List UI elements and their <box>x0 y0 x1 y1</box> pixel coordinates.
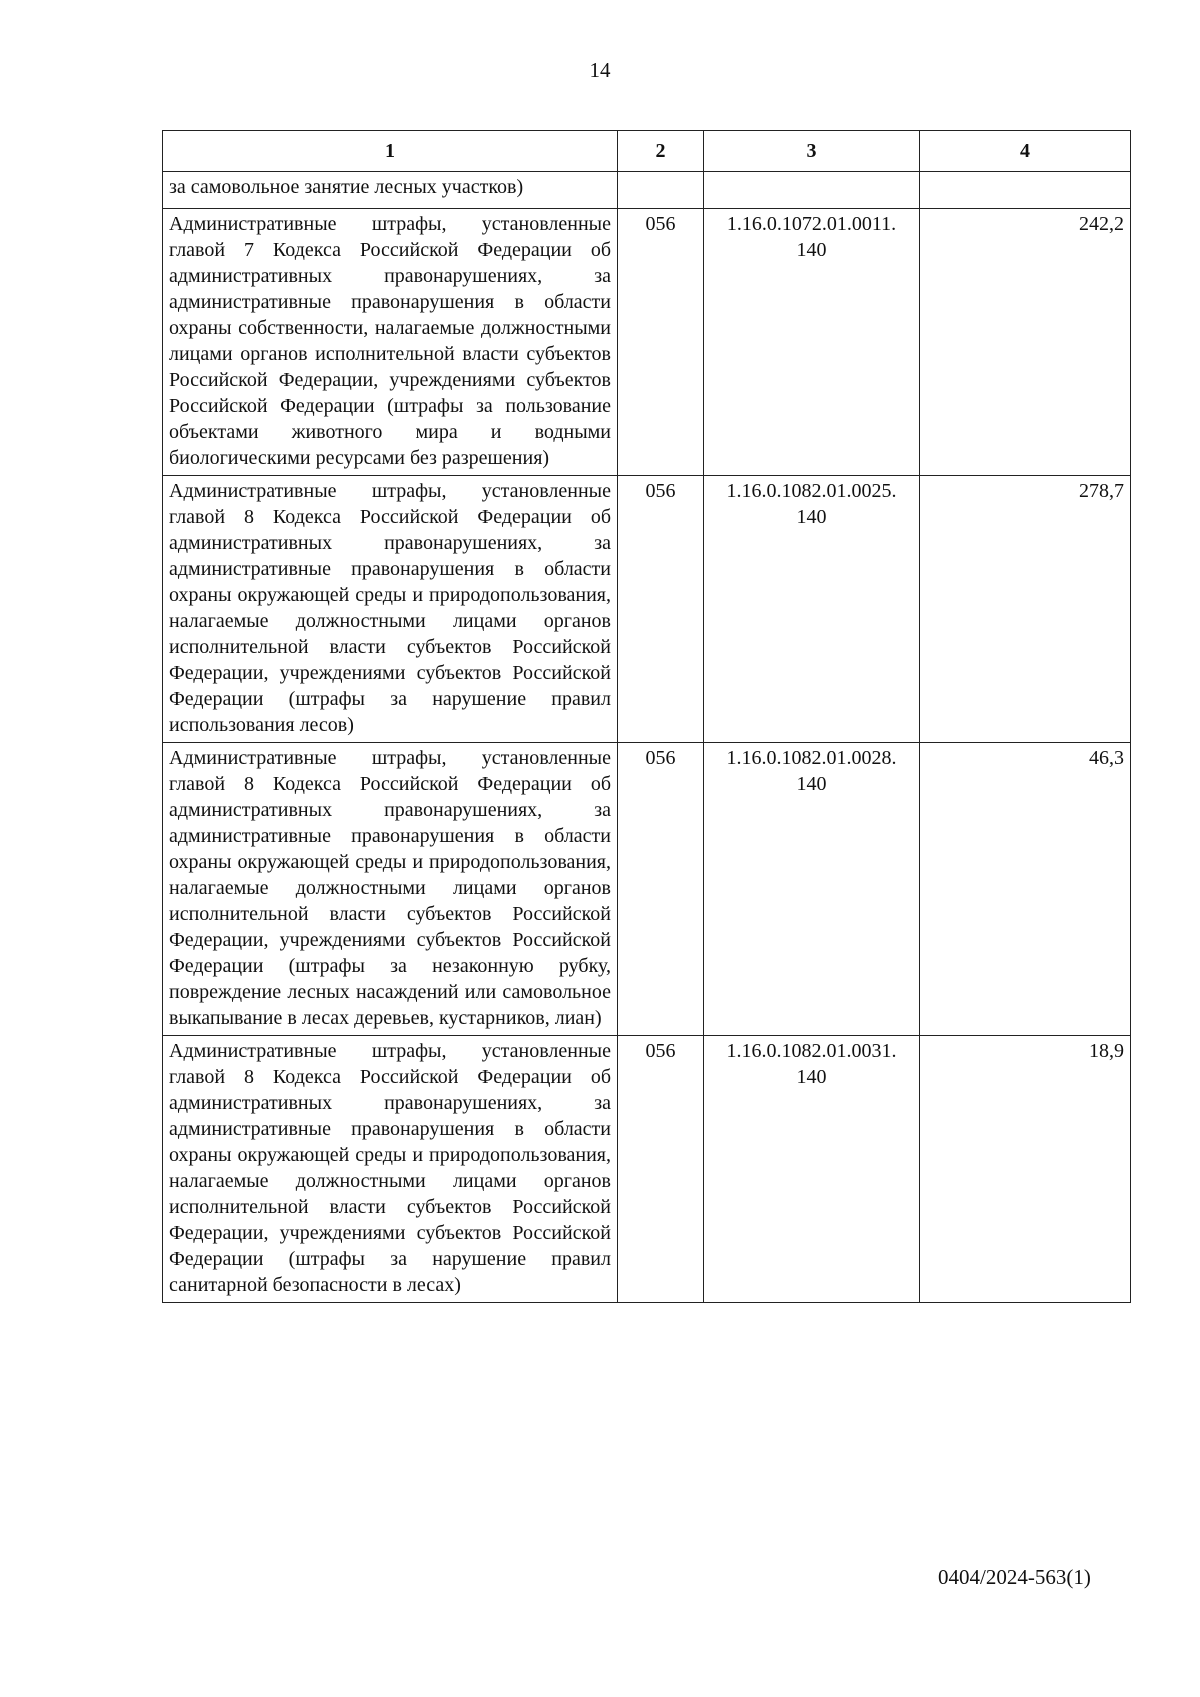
continuation-text: за самовольное занятие лесных участков) <box>163 172 618 209</box>
empty-cell <box>618 172 704 209</box>
page-number: 14 <box>589 58 611 82</box>
column-header: 1 <box>163 131 618 172</box>
budget-classification-code: 1.16.0.1082.01.0031. 140 <box>704 1036 920 1303</box>
table-row <box>163 1036 1131 1303</box>
empty-cell <box>704 172 920 209</box>
budget-classification-code: 1.16.0.1082.01.0028. 140 <box>704 743 920 1036</box>
admin-code: 056 <box>618 743 704 1036</box>
row-description: Административные штрафы, установленные главой 7 Кодекса Российской Федерации об административных правонарушениях, за административные правонарушения в области охраны собственности, налагаемые должностными лицами органов исполнительной власти субъектов Российской Федерации, учреждениями субъектов Российской Федерации (штрафы за пользование объектами животного мира и водными биологическими ресурсами без разрешения) <box>163 209 618 476</box>
table-row <box>163 209 1131 476</box>
table-row <box>163 743 1131 1036</box>
admin-code: 056 <box>618 1036 704 1303</box>
column-header: 2 <box>618 131 704 172</box>
document-number: 0404/2024-563(1) <box>938 1565 1091 1589</box>
admin-code: 056 <box>618 476 704 743</box>
revenue-table <box>162 130 1131 1303</box>
table-row-continuation <box>163 172 1131 209</box>
amount: 242,2 <box>920 209 1131 476</box>
row-description: Административные штрафы, установленные главой 8 Кодекса Российской Федерации об административных правонарушениях, за административные правонарушения в области охраны окружающей среды и природопользования, налагаемые должностными лицами органов исполнительной власти субъектов Российской Федерации, учреждениями субъектов Российской Федерации (штрафы за незаконную рубку, повреждение лесных насаждений или самовольное выкапывание в лесах деревьев, кустарников, лиан) <box>163 743 618 1036</box>
budget-classification-code: 1.16.0.1072.01.0011. 140 <box>704 209 920 476</box>
column-header: 4 <box>920 131 1131 172</box>
admin-code: 056 <box>618 209 704 476</box>
amount: 46,3 <box>920 743 1131 1036</box>
amount: 18,9 <box>920 1036 1131 1303</box>
amount: 278,7 <box>920 476 1131 743</box>
column-header: 3 <box>704 131 920 172</box>
row-description: Административные штрафы, установленные главой 8 Кодекса Российской Федерации об административных правонарушениях, за административные правонарушения в области охраны окружающей среды и природопользования, налагаемые должностными лицами органов исполнительной власти субъектов Российской Федерации, учреждениями субъектов Российской Федерации (штрафы за нарушение правил санитарной безопасности в лесах) <box>163 1036 618 1303</box>
row-description: Административные штрафы, установленные главой 8 Кодекса Российской Федерации об административных правонарушениях, за административные правонарушения в области охраны окружающей среды и природопользования, налагаемые должностными лицами органов исполнительной власти субъектов Российской Федерации, учреждениями субъектов Российской Федерации (штрафы за нарушение правил использования лесов) <box>163 476 618 743</box>
table-header-row <box>163 131 1131 172</box>
table-row <box>163 476 1131 743</box>
empty-cell <box>920 172 1131 209</box>
budget-classification-code: 1.16.0.1082.01.0025. 140 <box>704 476 920 743</box>
